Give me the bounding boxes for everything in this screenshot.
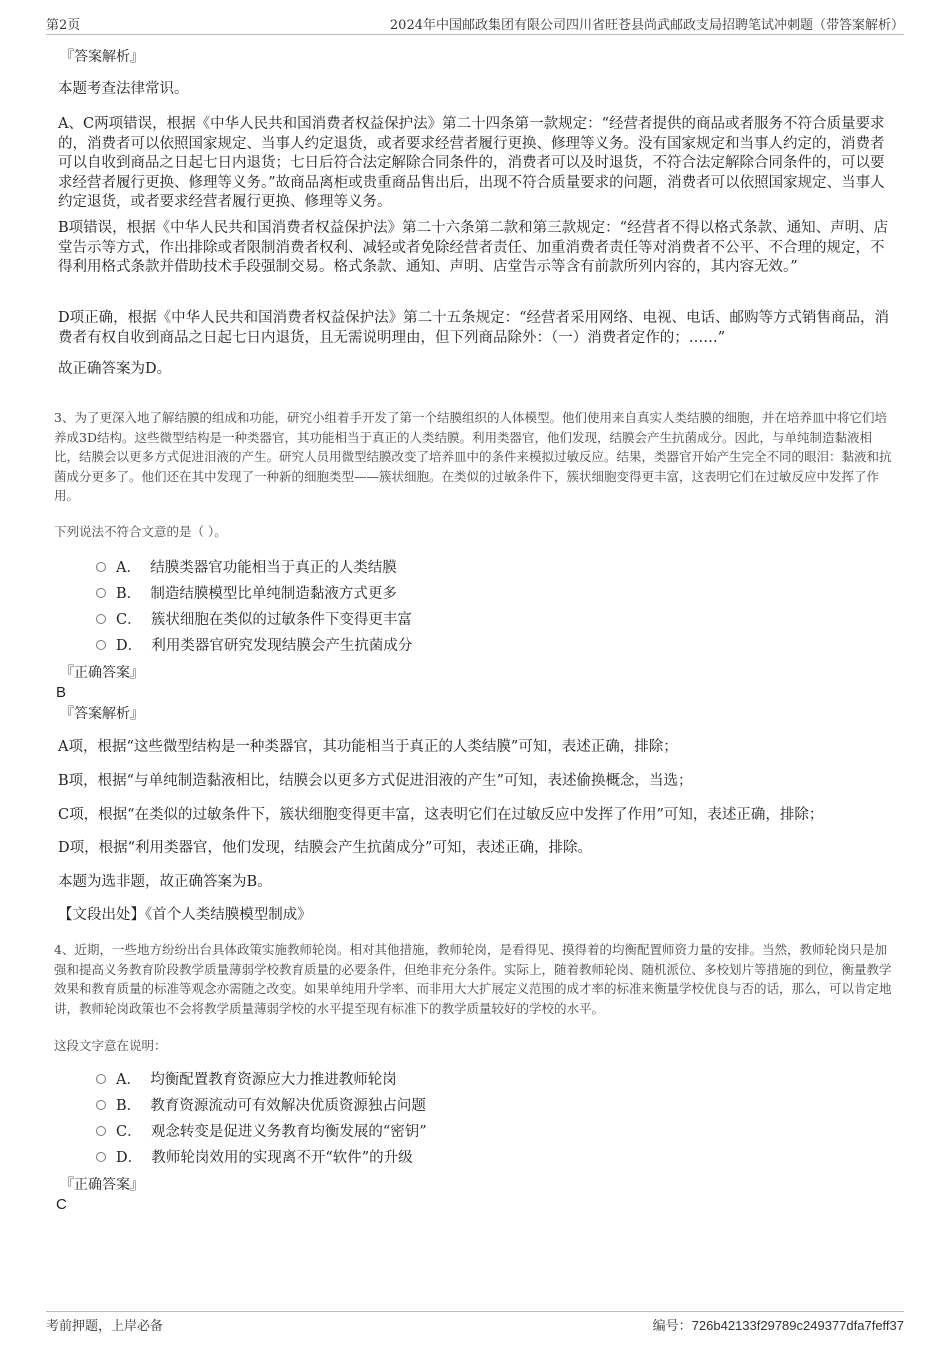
q3-option-b[interactable]: B． 制造结膜模型比单纯制造黏液方式更多	[96, 584, 397, 604]
q2-analysis-label: 『答案解析』	[60, 49, 144, 65]
page-number: 第2页	[46, 18, 81, 33]
radio-icon[interactable]	[96, 640, 106, 650]
q3-analysis-label: 『答案解析』	[60, 706, 144, 722]
q2-analysis-b: B项错误，根据《中华人民共和国消费者权益保护法》第二十六条第二款和第三款规定：“经营者不得以格式条款、通知、声明、店堂告示等方式，作出排除或者限制消费者权利、减轻或者免除经营者责任、加重消费者责任等对消费者不公平、不合理的规定，不得利用格式条款并借助技术手段强制交易。格式条款、通知、声明、店堂告示等含有前款所列内容的，其内容无效。”	[58, 220, 889, 275]
document-code: 编号：726b42133f29789c249377dfa7feff37	[652, 1318, 904, 1334]
q3-analysis-a: A项，根据“这些微型结构是一种类器官，其功能相当于真正的人类结膜”可知，表述正确，排除；	[58, 739, 678, 755]
q3-question: 下列说法不符合文意的是（ ）。	[54, 524, 227, 539]
q4-option-d[interactable]: D． 教师轮岗效用的实现离不开“软件”的升级	[96, 1148, 413, 1168]
radio-icon[interactable]	[96, 614, 106, 624]
radio-icon[interactable]	[96, 1152, 106, 1162]
q3-source: 【文段出处】《首个人类结膜模型制成》	[58, 907, 312, 923]
q4-stem: 4、近期，一些地方纷纷出台具体政策实施教师轮岗。相对其他措施，教师轮岗，是看得见、摸得着的均衡配置师资力量的安排。当然，教师轮岗只是加强和提高义务教育阶段教学质量薄弱学校教育质量的必要条件，但绝非充分条件。实际上，随着教师轮岗、随机派位、多校划片等措施的到位，衡量教学效果和教育质量的标准等观念亦需随之改变。如果单纯用升学率、而非用大大扩展定义范围的成才率的标准来衡量学校优良与否的话，那么，可以肯定地讲，教师轮岗政策也不会将教学质量薄弱学校的水平提至现有标准下的教学质量较好的学校的水平。	[54, 942, 892, 1016]
q3-option-d[interactable]: D． 利用类器官研究发现结膜会产生抗菌成分	[96, 636, 412, 656]
q3-analysis-c: C项，根据“在类似的过敏条件下，簇状细胞变得更丰富，这表明它们在过敏反应中发挥了作用”可知，表述正确，排除；	[58, 807, 824, 823]
q3-answer: B	[56, 684, 67, 701]
radio-icon[interactable]	[96, 1100, 106, 1110]
q3-analysis-b: B项，根据“与单纯制造黏液相比，结膜会以更多方式促进泪液的产生”可知，表述偷换概念，当选；	[58, 773, 693, 789]
radio-icon[interactable]	[96, 562, 106, 572]
radio-icon[interactable]	[96, 1126, 106, 1136]
radio-icon[interactable]	[96, 1074, 106, 1084]
page-header	[46, 14, 904, 35]
q2-intro: 本题考查法律常识。	[58, 81, 189, 97]
q3-answer-label: 『正确答案』	[60, 665, 144, 681]
q4-question: 这段文字意在说明：	[54, 1038, 167, 1053]
footer-slogan: 考前押题，上岸必备	[46, 1319, 164, 1334]
page-footer	[46, 1311, 904, 1337]
q2-conclusion: 故正确答案为D。	[58, 361, 172, 377]
radio-icon[interactable]	[96, 588, 106, 598]
q2-analysis-ac: A、C两项错误，根据《中华人民共和国消费者权益保护法》第二十四条第一款规定：“经营者提供的商品或者服务不符合质量要求的，消费者可以依照国家规定、当事人约定退货，或者要求经营者履行更换、修理等义务。没有国家规定和当事人约定的，消费者可以自收到商品之日起七日内退货；七日后符合法定解除合同条件的，消费者可以及时退货，不符合法定解除合同条件的，可以要求经营者履行更换、修理等义务。”故商品离柜或贵重商品售出后，出现不符合质量要求的问题，消费者可以依照国家规定、当事人约定退货，或者要求经营者履行更换、修理等义务。	[58, 116, 885, 210]
q4-option-b[interactable]: B． 教育资源流动可有效解决优质资源独占问题	[96, 1096, 426, 1116]
q3-option-a[interactable]: A． 结膜类器官功能相当于真正的人类结膜	[96, 558, 397, 578]
q4-answer-label: 『正确答案』	[60, 1177, 144, 1193]
q4-option-c[interactable]: C． 观念转变是促进义务教育均衡发展的“密钥”	[96, 1122, 427, 1142]
q4-answer: C	[56, 1196, 67, 1213]
q2-analysis-d: D项正确，根据《中华人民共和国消费者权益保护法》第二十五条规定：“经营者采用网络、电视、电话、邮购等方式销售商品，消费者有权自收到商品之日起七日内退货，且无需说明理由，但下列商品除外：（一）消费者定作的；……”	[58, 310, 890, 346]
q4-option-a[interactable]: A． 均衡配置教育资源应大力推进教师轮岗	[96, 1070, 397, 1090]
q3-stem: 3、为了更深入地了解结膜的组成和功能，研究小组着手开发了第一个结膜组织的人体模型。他们使用来自真实人类结膜的细胞，并在培养皿中将它们培养成3D结构。这些微型结构是一种类器官，其功能相当于真正的人类结膜。利用类器官，他们发现，结膜会产生抗菌成分。因此，与单纯制造黏液相比，结膜会以更多方式促进泪液的产生。研究人员用微型结膜改变了培养皿中的条件来模拟过敏反应。结果，类器官开始产生完全不同的眼泪：黏液和抗菌成分更多了。他们还在其中发现了一种新的细胞类型——簇状细胞。在类似的过敏条件下，簇状细胞变得更丰富，这表明它们在过敏反应中发挥了作用。	[54, 410, 892, 503]
document-title: 2024年中国邮政集团有限公司四川省旺苍县尚武邮政支局招聘笔试冲刺题（带答案解析）	[389, 18, 904, 33]
q3-analysis-d: D项，根据“利用类器官，他们发现，结膜会产生抗菌成分”可知，表述正确，排除。	[58, 840, 592, 856]
q3-option-c[interactable]: C． 簇状细胞在类似的过敏条件下变得更丰富	[96, 610, 412, 630]
q3-conclusion: 本题为选非题，故正确答案为B。	[58, 874, 272, 890]
